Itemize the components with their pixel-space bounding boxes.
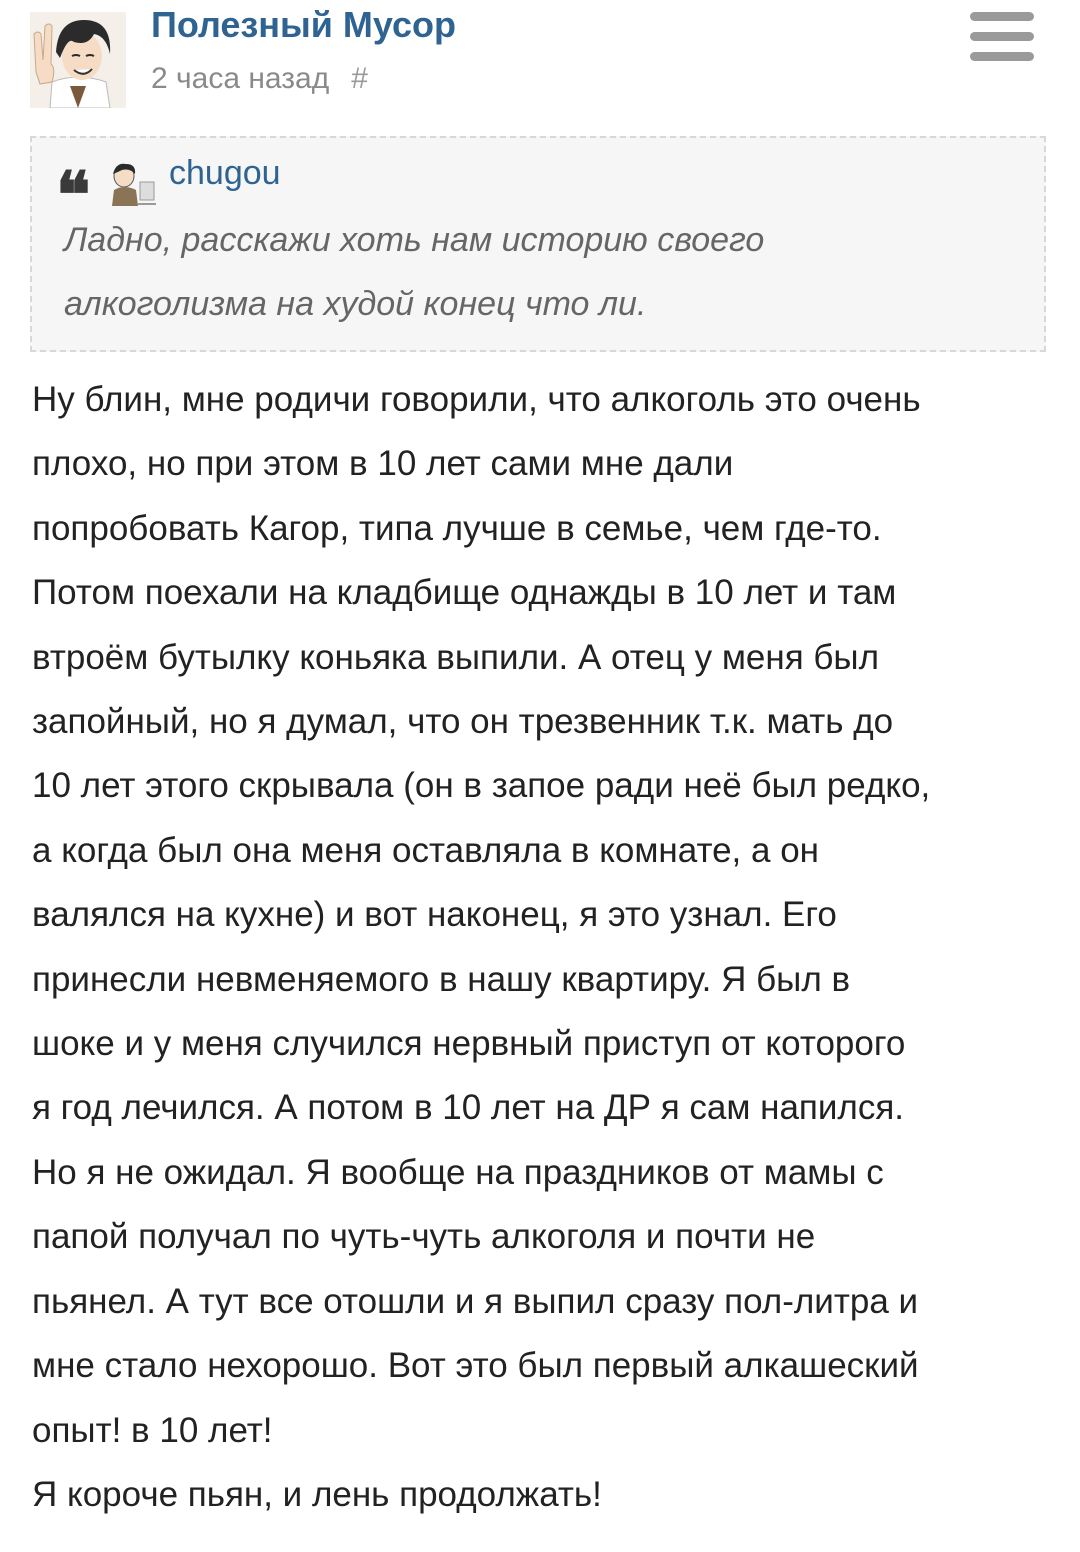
body-line: Ну блин, мне родичи говорили, что алкоголь это очень xyxy=(32,380,921,419)
body-line: пьянел. А тут все отошли и я выпил сразу пол-литра и xyxy=(32,1281,919,1321)
body-line: я год лечился. А потом в 10 лет на ДР я сам напился. xyxy=(32,1088,905,1128)
post-body xyxy=(32,368,1062,1527)
body-line: валялся на кухне) и вот наконец, я это узнал. Его xyxy=(32,895,837,935)
body-line: Потом поехали на кладбище однажды в 10 лет и там xyxy=(32,573,897,613)
quote-line: алкоголизма на худой конец что ли. xyxy=(64,285,647,323)
body-line: запойный, но я думал, что он трезвенник т.к. мать до xyxy=(32,702,894,742)
body-line: а когда был она меня оставляла в комнате, а он xyxy=(32,830,819,870)
post-author-name[interactable]: Полезный Мусор xyxy=(151,4,457,45)
hamburger-menu-icon[interactable] xyxy=(970,12,1034,62)
body-line: Я короче пьян, и лень продолжать! xyxy=(32,1474,602,1514)
body-line: Но я не ожидал. Я вообще на праздников от мамы с xyxy=(32,1152,884,1192)
body-line: попробовать Кагор, типа лучше в семье, чем где-то. xyxy=(32,508,882,548)
body-line: втроём бутылку коньяка выпили. А отец у меня был xyxy=(32,637,880,677)
quote-mark-icon: ❝ xyxy=(56,158,87,233)
post-timestamp: 2 часа назад xyxy=(151,62,330,95)
post-meta xyxy=(151,62,368,96)
body-line: плохо, но при этом в 10 лет сами мне дали xyxy=(32,444,734,484)
body-line: папой получал по чуть-чуть алкоголя и почти не xyxy=(32,1217,816,1257)
author-avatar[interactable] xyxy=(30,12,126,108)
quote-block xyxy=(30,136,1046,352)
body-line: принесли невменяемого в нашу квартиру. Я был в xyxy=(32,959,851,999)
quote-author-avatar[interactable] xyxy=(108,160,158,206)
quote-line: Ладно, расскажи хоть нам историю своего xyxy=(64,221,765,259)
body-line: опыт! в 10 лет! xyxy=(32,1410,273,1450)
permalink-hash[interactable]: # xyxy=(351,62,368,95)
body-line: мне стало нехорошо. Вот это был первый алкашеский xyxy=(32,1346,919,1386)
quote-text xyxy=(64,208,1024,336)
body-line: шоке и у меня случился нервный приступ от которого xyxy=(32,1024,906,1064)
quote-author-name[interactable]: chugou xyxy=(169,154,281,192)
body-line: 10 лет этого скрывала (он в запое ради неё был редко, xyxy=(32,766,931,806)
